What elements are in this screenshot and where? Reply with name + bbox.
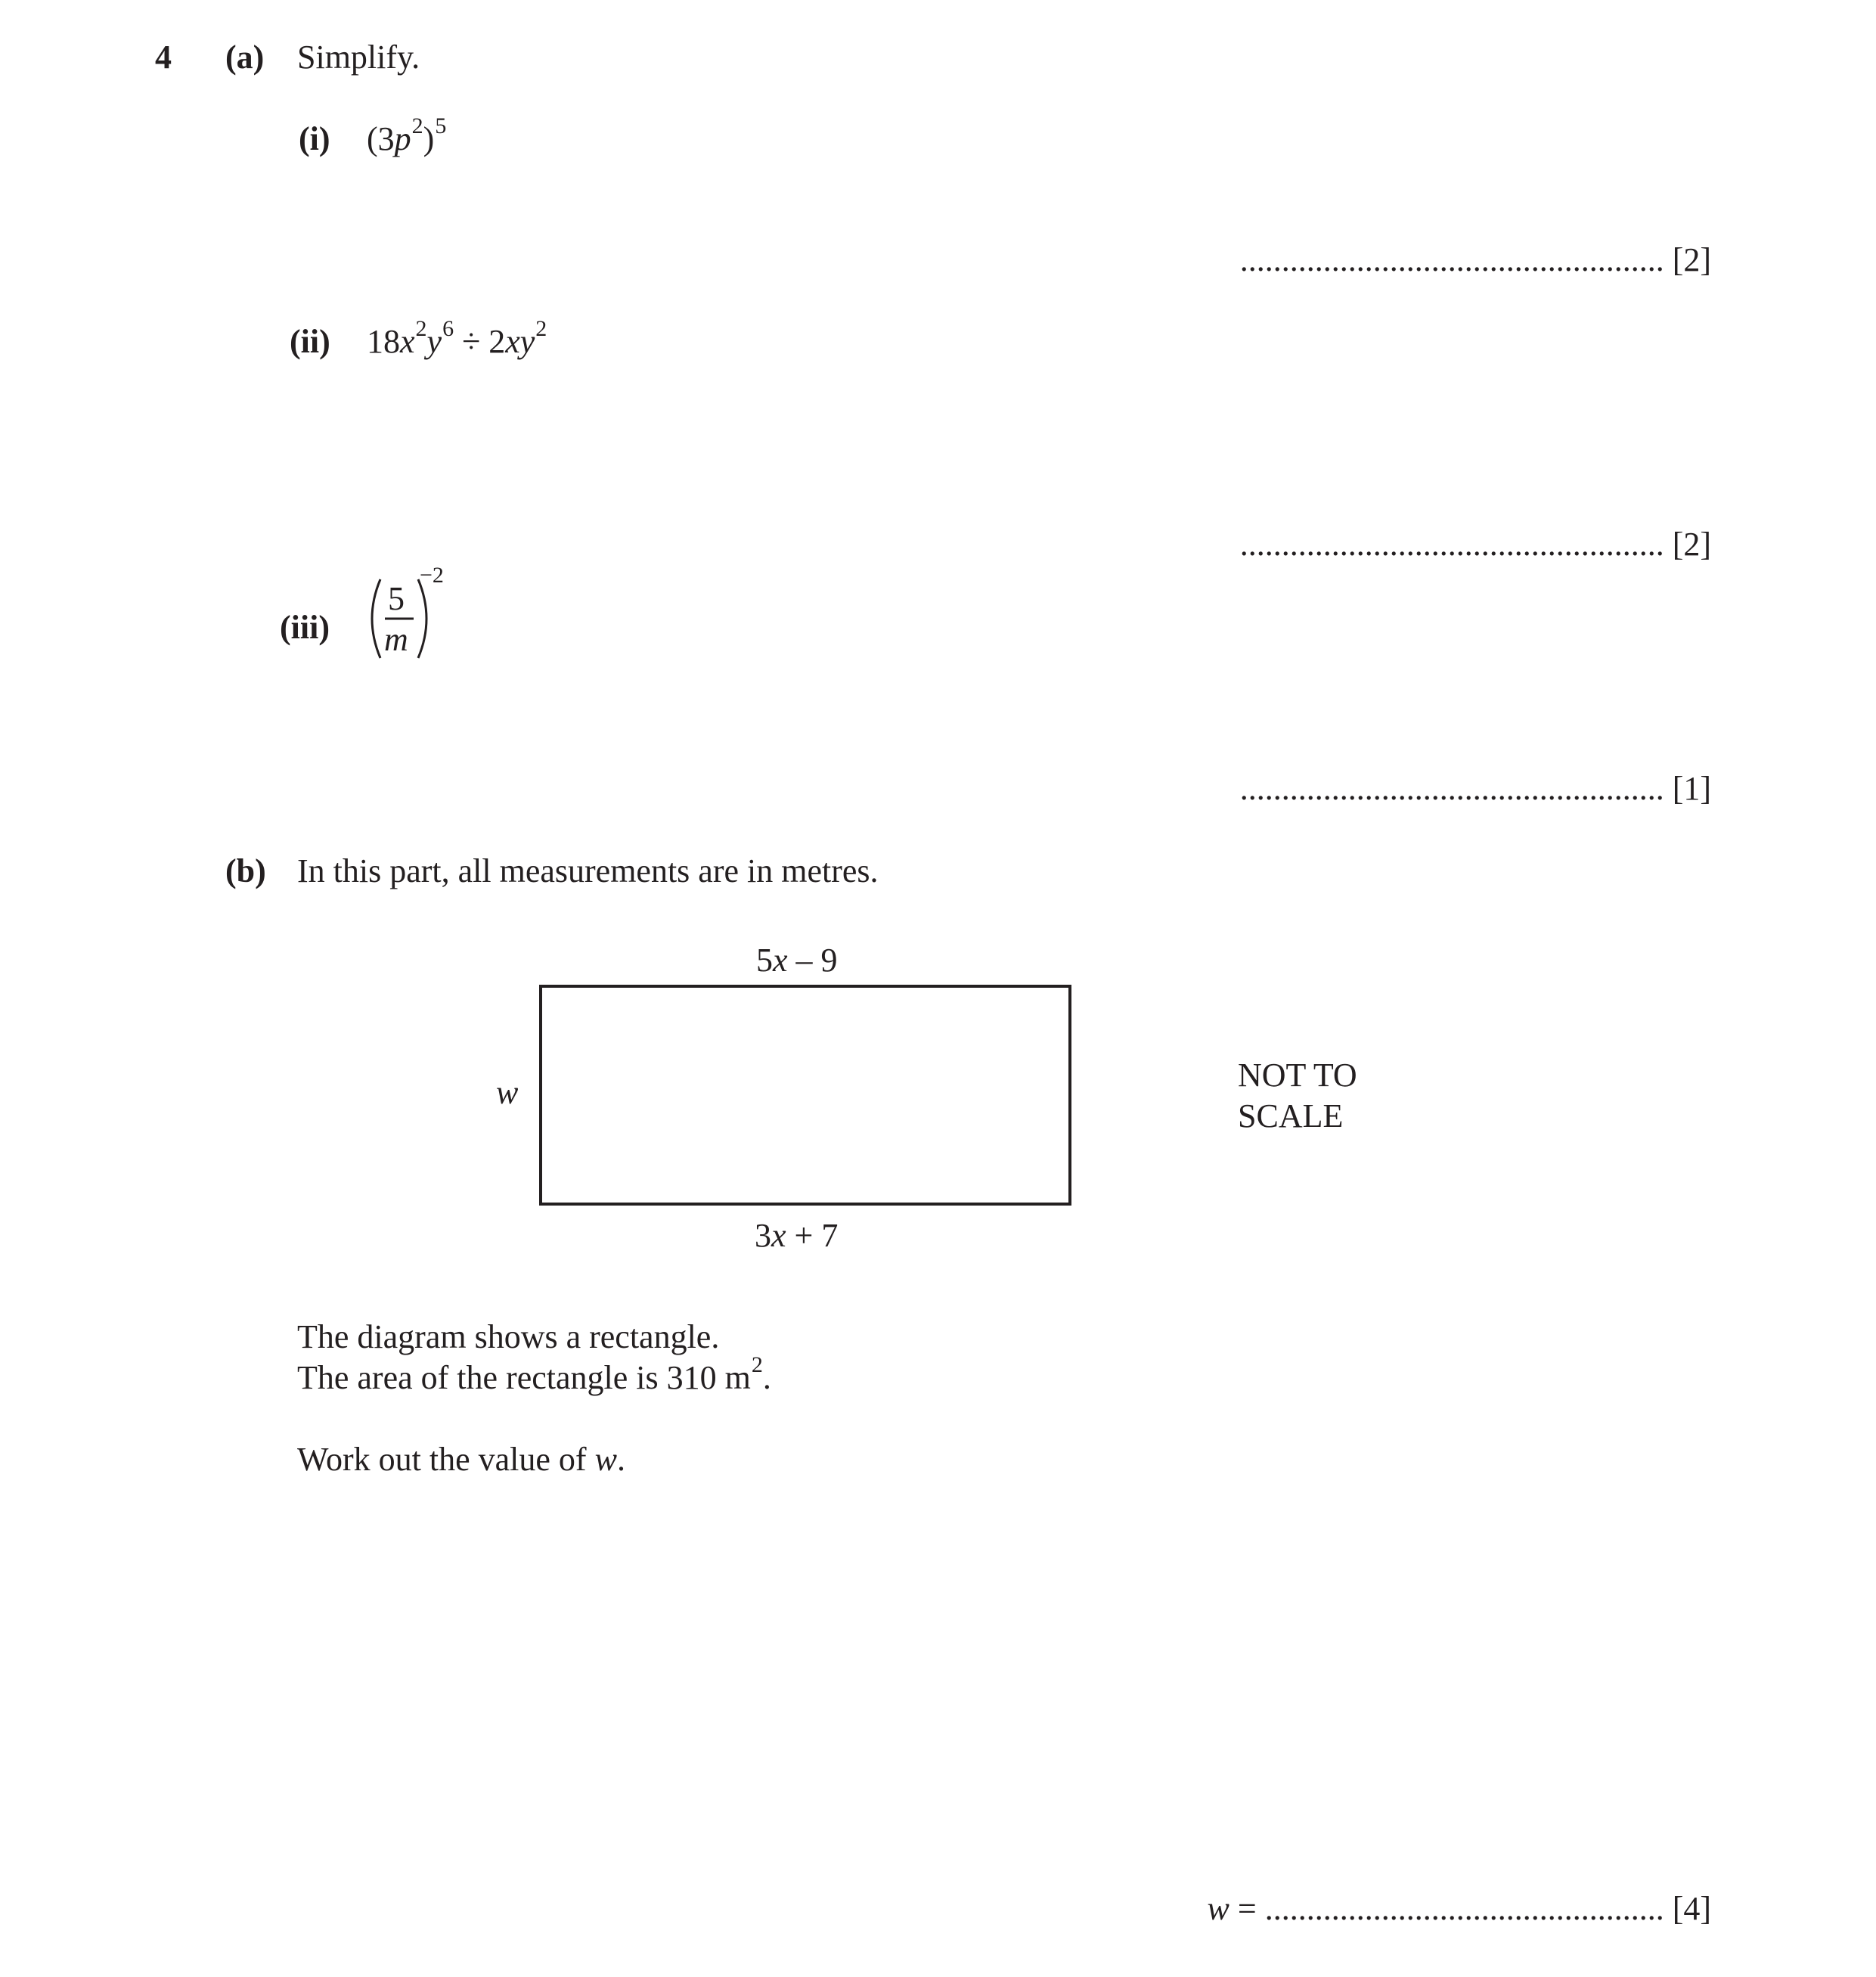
answer-dots: ................................................... (1239, 770, 1664, 807)
frac-denominator: m (384, 621, 408, 658)
expr-sup: 2 (415, 316, 427, 341)
label-rest: – 9 (787, 942, 838, 979)
frac-power: −2 (420, 563, 444, 588)
area-unit-sup: 2 (751, 1352, 763, 1377)
area-text: The area of the rectangle is 310 (297, 1359, 717, 1396)
item-i-expression (367, 113, 447, 157)
rectangle-bottom-label (755, 1219, 838, 1252)
expr-sup: 2 (411, 113, 423, 138)
item-ii-label: (ii) (290, 323, 330, 360)
expr-sup: 6 (442, 316, 454, 341)
label-coef: 3 (755, 1217, 771, 1254)
expr-op: ÷ 2 (454, 323, 506, 360)
expr-var-y: y (426, 323, 442, 360)
expr-var-xy: xy (505, 323, 535, 360)
expr-sup: 2 (535, 316, 547, 341)
task-text: Work out the value of (297, 1441, 595, 1478)
answer-var: w (1207, 1890, 1229, 1927)
area-end: . (762, 1359, 771, 1396)
rectangle-side-label: w (496, 1074, 519, 1111)
not-to-scale-line2: SCALE (1238, 1097, 1344, 1134)
expr-var-p: p (394, 120, 411, 157)
frac-numerator: 5 (388, 580, 405, 617)
part-a-label: (a) (225, 39, 265, 76)
expr-coef: 18 (367, 323, 400, 360)
answer-eq: = (1229, 1890, 1265, 1927)
expr-open: (3 (367, 120, 395, 157)
marks: [4] (1672, 1890, 1711, 1927)
expr-close: ) (423, 120, 435, 157)
answer-line-ii (1240, 528, 1711, 561)
label-var: x (773, 942, 788, 979)
item-i-label: (i) (299, 120, 330, 157)
marks: [2] (1672, 526, 1711, 563)
label-coef: 5 (756, 942, 773, 979)
expr-sup-outer: 5 (435, 113, 447, 138)
label-var: x (771, 1217, 786, 1254)
part-b-label: (b) (225, 852, 266, 889)
marks: [2] (1672, 241, 1711, 278)
item-ii-expression (367, 316, 547, 360)
label-rest: + 7 (786, 1217, 839, 1254)
answer-line-b (1208, 1892, 1712, 1926)
task-var: w (594, 1441, 617, 1478)
not-to-scale-line1: NOT TO (1238, 1057, 1357, 1094)
part-b-task (297, 1443, 625, 1476)
expr-var-x: x (400, 323, 415, 360)
item-iii-label: (iii) (280, 609, 330, 646)
answer-dots: ................................................... (1239, 241, 1664, 278)
part-b-text-line2 (297, 1352, 771, 1396)
part-b-text-line1: The diagram shows a rectangle. (297, 1318, 720, 1355)
answer-line-iii (1240, 772, 1711, 805)
answer-dots: ................................................... (1239, 526, 1664, 563)
part-a-instruction: Simplify. (297, 39, 420, 76)
answer-line-i (1239, 241, 1711, 278)
answer-dots: ................................................ (1264, 1890, 1664, 1927)
area-unit: m (716, 1359, 751, 1396)
rectangle-shape (539, 985, 1071, 1206)
part-b-intro: In this part, all measurements are in metres. (297, 852, 879, 889)
rectangle-top-label (756, 944, 838, 977)
item-iii-expression (367, 563, 450, 664)
task-end: . (616, 1441, 625, 1478)
marks: [1] (1672, 770, 1711, 807)
question-number: 4 (155, 39, 172, 76)
